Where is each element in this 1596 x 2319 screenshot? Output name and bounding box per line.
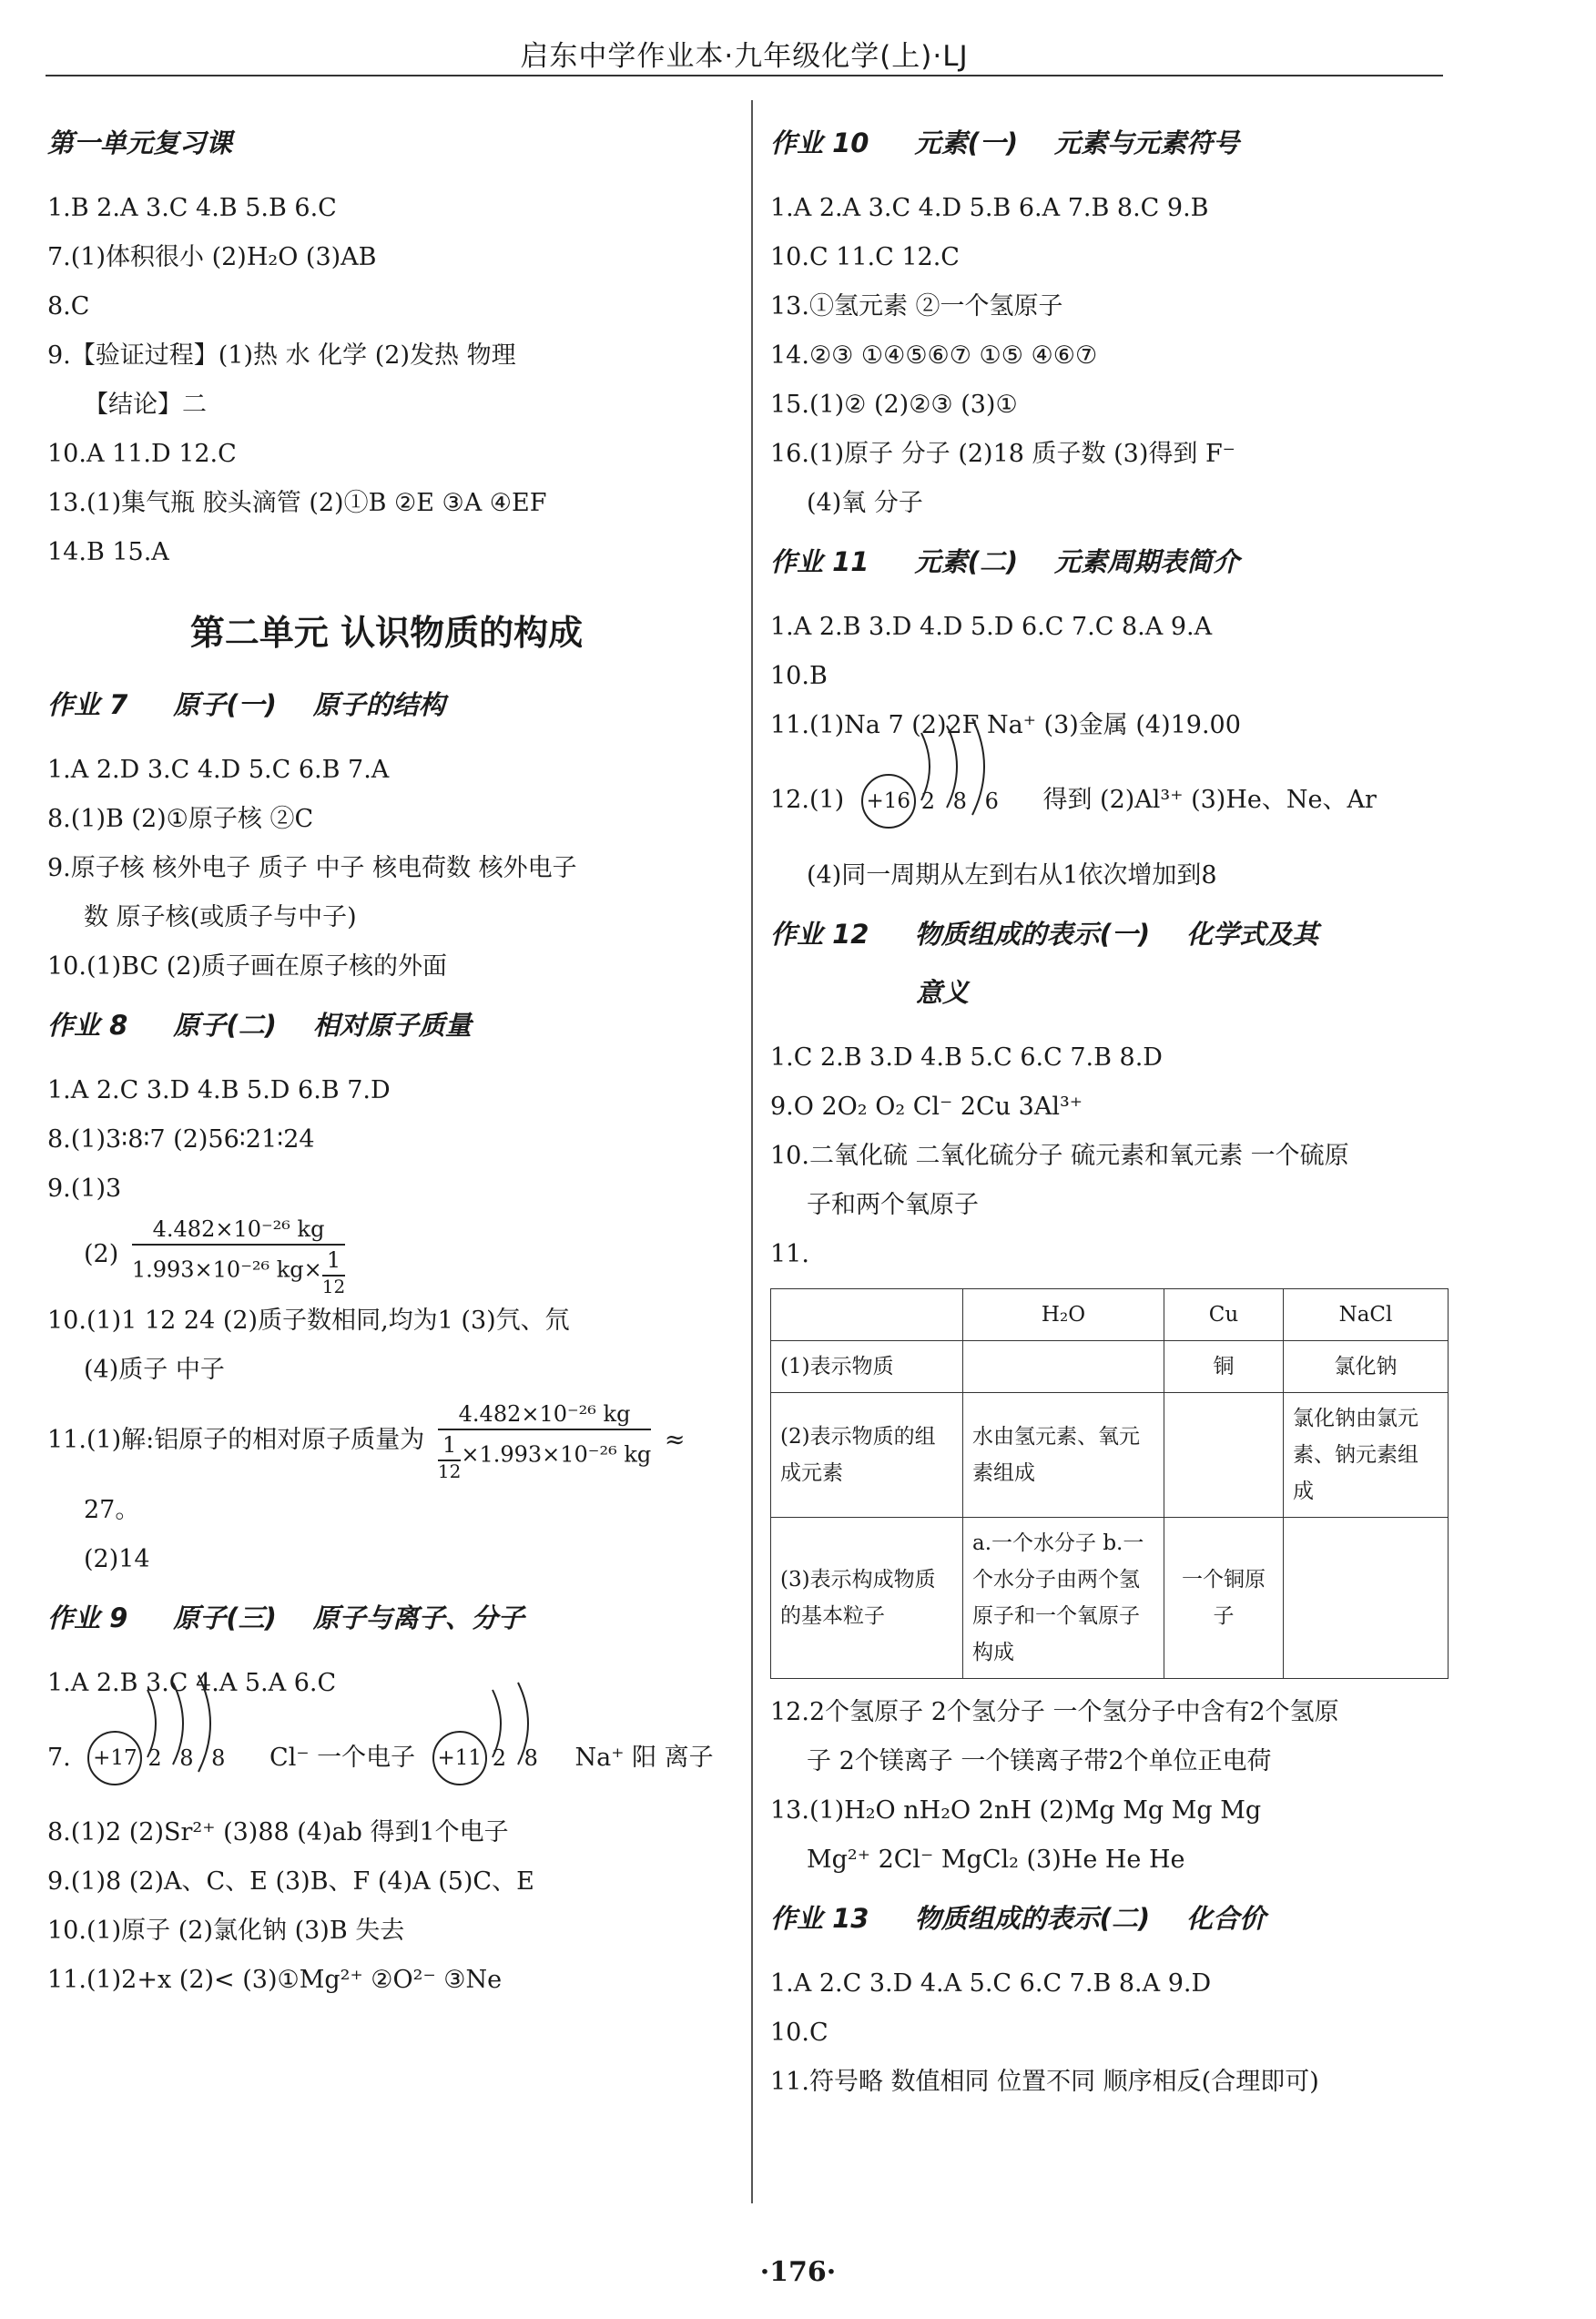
answer-line: 10.B [770, 662, 828, 690]
answer-line: 10.(1)1 12 24 (2)质子数相同,均为1 (3)氕、氘 [47, 1306, 570, 1335]
table-row [771, 1392, 1449, 1517]
answer-line: 9.原子核 核外电子 质子 中子 核电荷数 核外电子 [47, 854, 577, 882]
right-column [770, 109, 1449, 2107]
answer-line: 14.B 15.A [47, 538, 169, 566]
answer-line: 8.C [47, 292, 90, 320]
table-cell [963, 1340, 1164, 1392]
answer-line: 13.(1)H₂O nH₂O 2nH (2)Mg Mg Mg Mg [770, 1795, 1262, 1825]
answer-line: 16.(1)原子 分子 (2)18 质子数 (3)得到 F⁻ [770, 440, 1235, 468]
answer-line: 14.②③ ①④⑤⑥⑦ ①⑤ ④⑥⑦ [770, 341, 1098, 370]
section-title-review: 第一单元复习课 [47, 127, 233, 158]
answer-line: 11.(1)2+x (2)< (3)①Mg²⁺ ②O²⁻ ③Ne [47, 1966, 503, 1994]
answer-line: 1.A 2.B 3.C 4.A 5.A 6.C [47, 1668, 337, 1697]
section-title-hw8: 作业 8 原子(二) 相对原子质量 [47, 1010, 472, 1041]
answer-line: 1.A 2.A 3.C 4.D 5.B 6.A 7.B 8.C 9.B [770, 194, 1209, 222]
answer-line: 8.(1)B (2)①原子核 ②C [47, 805, 314, 833]
answer-line: 12.2个氢原子 2个氢分子 一个氢分子中含有2个氢原 [770, 1697, 1339, 1726]
answer-line: 13.(1)集气瓶 胶头滴管 (2)①B ②E ③A ④EF [47, 489, 547, 517]
answer-line: (4)氧 分子 [807, 489, 923, 517]
answer-line: 9.【验证过程】(1)热 水 化学 (2)发热 物理 [47, 341, 516, 370]
column-divider [751, 100, 753, 2203]
header-rule [46, 75, 1443, 76]
answer-line: 7.(1)体积很小 (2)H₂O (3)AB [47, 243, 377, 271]
chlorine-ion-structure-diagram: +17 2 8 8 [87, 1708, 230, 1808]
answer-line: 1.B 2.A 3.C 4.B 5.B 6.C [47, 194, 337, 222]
table-cell [1164, 1392, 1284, 1517]
answer-line: 11. [770, 1239, 809, 1268]
answer-line: Mg²⁺ 2Cl⁻ MgCl₂ (3)He He He [807, 1845, 1185, 1874]
answer-line: 8.(1)2 (2)Sr²⁺ (3)88 (4)ab 得到1个电子 [47, 1818, 509, 1846]
fraction: $\frac{\text{4.482×10⁻²⁶ kg}}{\frac{1}{12}\times 1.993\times 10^{-26} kg}$ [437, 1401, 652, 1482]
answer-line: 9.(1)3 [47, 1175, 122, 1203]
section-title-hw12-cont: 意义 [916, 976, 970, 1008]
answer-line: 13.①氢元素 ②一个氢原子 [770, 292, 1063, 320]
table-row [771, 1517, 1449, 1678]
section-title-hw12: 作业 12 物质组成的表示(一) 化学式及其 [770, 918, 1319, 950]
table-cell: H₂O [963, 1288, 1164, 1340]
table-cell: (2)表示物质的组成元素 [771, 1392, 963, 1517]
sulfur-atom-structure-diagram: +16 2 8 6 [861, 751, 1004, 851]
answer-line: 1.A 2.C 3.D 4.A 5.C 6.C 7.B 8.A 9.D [770, 1968, 1212, 1998]
table-cell: 一个铜原子 [1164, 1517, 1284, 1678]
section-title-hw7: 作业 7 原子(一) 原子的结构 [47, 689, 445, 720]
table-cell [1284, 1517, 1449, 1678]
fraction: 4.482×10⁻²⁶ kg 1.993×10⁻²⁶ kg× $\frac{1}{12}$ [131, 1215, 346, 1297]
page-number: ·176· [759, 2256, 837, 2288]
answer-line: 【结论】二 [84, 391, 207, 419]
answer-line: 10.二氧化硫 二氧化硫分子 硫元素和氧元素 一个硫原 [770, 1141, 1349, 1170]
chemical-formula-meaning-table [770, 1288, 1449, 1679]
answer-line: 10.C [770, 2018, 828, 2047]
table-cell: (3)表示构成物质的基本粒子 [771, 1517, 963, 1678]
section-title-hw13: 作业 13 物质组成的表示(二) 化合价 [770, 1902, 1266, 1934]
sodium-ion-structure-diagram: +11 2 8 [432, 1708, 544, 1808]
answer-line: (4)同一周期从左到右从1依次增加到8 [807, 860, 1217, 890]
running-header: 启东中学作业本·九年级化学(上)·LJ [520, 40, 969, 73]
table-cell: (1)表示物质 [771, 1340, 963, 1392]
table-cell: 水由氢元素、氧元素组成 [963, 1392, 1164, 1517]
table-cell: 氯化钠由氯元素、钠元素组成 [1284, 1392, 1449, 1517]
table-header-row [771, 1288, 1449, 1340]
answer-line: 10.(1)BC (2)质子画在原子核的外面 [47, 952, 448, 981]
table-cell: NaCl [1284, 1288, 1449, 1340]
answer-line: 10.C 11.C 12.C [770, 243, 960, 271]
section-title-hw11: 作业 11 元素(二) 元素周期表简介 [770, 546, 1240, 577]
answer-line: 9.(1)8 (2)A、C、E (3)B、F (4)A (5)C、E [47, 1867, 534, 1896]
answer-line: 10.(1)原子 (2)氯化钠 (3)B 失去 [47, 1917, 405, 1945]
answer-line: 11.符号略 数值相同 位置不同 顺序相反(合理即可) [770, 2067, 1319, 2096]
unit-title: 第二单元 认识物质的构成 [189, 612, 584, 653]
table-cell: Cu [1164, 1288, 1284, 1340]
answer-line: 1.A 2.B 3.D 4.D 5.D 6.C 7.C 8.A 9.A [770, 613, 1213, 641]
answer-line: 27。 [84, 1495, 140, 1524]
answer-line: 子 2个镁离子 一个镁离子带2个单位正电荷 [807, 1746, 1272, 1775]
section-title-hw10: 作业 10 元素(一) 元素与元素符号 [770, 127, 1240, 158]
answer-line: (2)14 [84, 1544, 150, 1573]
answer-line: 8.(1)3∶8∶7 (2)56∶21∶24 [47, 1125, 315, 1154]
section-title-hw9: 作业 9 原子(三) 原子与离子、分子 [47, 1602, 524, 1633]
answer-line: 10.A 11.D 12.C [47, 440, 237, 468]
answer-line: 数 原子核(或质子与中子) [84, 903, 357, 931]
answer-line: 9.O 2O₂ O₂ Cl⁻ 2Cu 3Al³⁺ [770, 1092, 1083, 1121]
atom-diagram-line: 12.(1) +16 2 8 6 得到 (2)Al³⁺ (3)He、Ne、Ar [770, 750, 1449, 851]
atom-diagram-line: 7. +17 2 8 8 Cl⁻ 一个电子 +11 2 8 Na⁺ 阳 离子 [47, 1708, 726, 1809]
table-cell [771, 1288, 963, 1340]
table-cell: 氯化钠 [1284, 1340, 1449, 1392]
table-cell: 铜 [1164, 1340, 1284, 1392]
fraction-line: (2) 4.482×10⁻²⁶ kg 1.993×10⁻²⁶ kg× $\frac{1}{12}$ [84, 1215, 346, 1297]
answer-line: 1.A 2.D 3.C 4.D 5.C 6.B 7.A [47, 756, 390, 784]
answer-line: (4)质子 中子 [84, 1355, 225, 1384]
answer-line: 1.C 2.B 3.D 4.B 5.C 6.C 7.B 8.D [770, 1043, 1163, 1072]
fraction-line: 11.(1)解:铝原子的相对原子质量为 $\frac{\text{4.482×10⁻²⁶ kg}}{\frac{1}{12}\times 1.993\times 10^{-26} kg}$ ≈ [47, 1401, 686, 1482]
answer-line: 15.(1)② (2)②③ (3)① [770, 391, 1018, 419]
table-row [771, 1340, 1449, 1392]
left-column [47, 109, 726, 2005]
answer-line: 11.(1)Na 7 (2)2F Na⁺ (3)金属 (4)19.00 [770, 711, 1241, 739]
answer-line: 1.A 2.C 3.D 4.B 5.D 6.B 7.D [47, 1076, 391, 1104]
answer-line: 子和两个氧原子 [807, 1190, 979, 1219]
table-cell: a.一个水分子 b.一个水分子由两个氢原子和一个氧原子构成 [963, 1517, 1164, 1678]
